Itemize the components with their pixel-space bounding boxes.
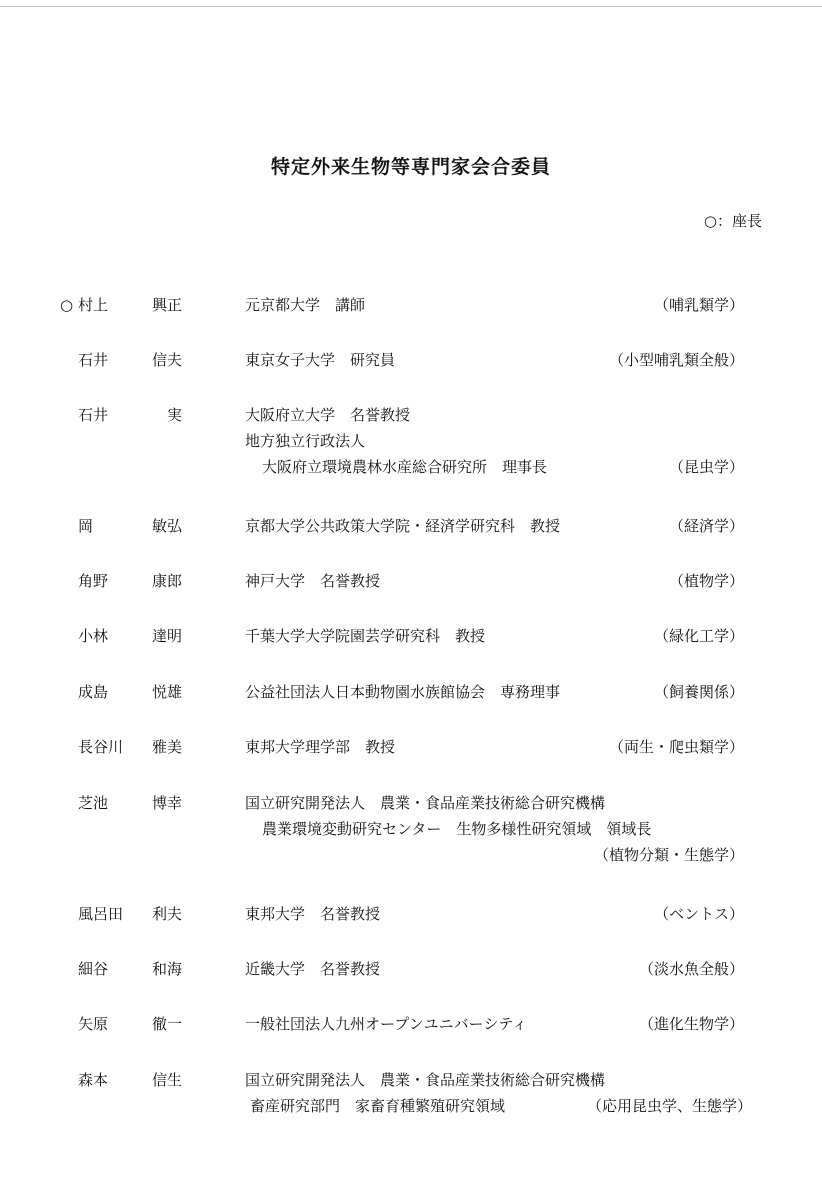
top-rule (0, 6, 822, 7)
member-given-name: 信生 (151, 1071, 182, 1089)
member-affiliation: 東邦大学 名誉教授 (245, 905, 381, 923)
member-entry (0, 1067, 822, 1119)
member-surname: 岡 (78, 517, 94, 535)
member-affiliation: 東邦大学理学部 教授 (245, 738, 396, 756)
member-surname: 成島 (78, 683, 109, 701)
member-entry (0, 734, 822, 760)
member-entry (0, 568, 822, 594)
member-affiliation: 農業環境変動研究センター 生物多様性研究領域 領域長 (262, 820, 652, 838)
member-surname: 村上 (78, 296, 109, 314)
member-entry (0, 901, 822, 927)
member-field: （小型哺乳類全般） (608, 351, 744, 369)
member-given-name: 徹一 (151, 1015, 182, 1033)
member-field: （植物分類・生態学） (593, 846, 744, 864)
member-line (0, 568, 822, 594)
member-field: （植物学） (668, 572, 744, 590)
member-entry (0, 347, 822, 373)
member-entry (0, 623, 822, 649)
member-line (0, 428, 822, 454)
member-affiliation: 国立研究開発法人 農業・食品産業技術総合研究機構 (245, 794, 606, 812)
member-given-name: 悦雄 (151, 683, 182, 701)
member-given-name: 雅美 (151, 738, 182, 756)
member-entry (0, 790, 822, 868)
member-given-name: 実 (166, 406, 182, 424)
member-affiliation: 公益社団法人日本動物園水族館協会 専務理事 (245, 683, 561, 701)
member-field: （応用昆虫学、生態学） (586, 1097, 752, 1115)
member-entry (0, 679, 822, 705)
member-line (0, 956, 822, 982)
member-given-name: 康郎 (151, 572, 182, 590)
member-line (0, 347, 822, 373)
chair-mark: ○ (60, 296, 74, 314)
member-line (0, 1093, 822, 1119)
document-title: 特定外来生物等専門家会合委員 (270, 156, 551, 178)
member-line (0, 623, 822, 649)
member-entry (0, 1011, 822, 1037)
member-surname: 芝池 (78, 794, 109, 812)
member-field: （淡水魚全般） (638, 960, 744, 978)
member-affiliation: 国立研究開発法人 農業・食品産業技術総合研究機構 (245, 1071, 606, 1089)
member-given-name: 信夫 (151, 351, 182, 369)
member-field: （昆虫学） (668, 458, 744, 476)
member-given-name: 博幸 (151, 794, 182, 812)
member-surname: 矢原 (78, 1015, 109, 1033)
member-field: （哺乳類学） (653, 296, 744, 314)
member-affiliation: 東京女子大学 研究員 (245, 351, 396, 369)
member-affiliation: 一般社団法人九州オープンユニバーシティ (245, 1015, 528, 1033)
member-surname: 細谷 (78, 960, 109, 978)
member-given-name: 達明 (151, 627, 182, 645)
member-surname: 石井 (78, 351, 109, 369)
member-field: （進化生物学） (638, 1015, 744, 1033)
member-surname: 風呂田 (78, 905, 124, 923)
member-given-name: 和海 (151, 960, 182, 978)
member-given-name: 敏弘 (151, 517, 182, 535)
member-field: （ベントス） (654, 905, 744, 923)
member-surname: 森本 (78, 1071, 109, 1089)
member-entry (0, 292, 822, 318)
member-given-name: 利夫 (151, 905, 182, 923)
member-affiliation: 地方独立行政法人 (245, 432, 366, 450)
member-affiliation: 大阪府立環境農林水産総合研究所 理事長 (262, 458, 548, 476)
member-entry (0, 513, 822, 539)
member-affiliation: 元京都大学 講師 (245, 296, 366, 314)
member-field: （飼養関係） (653, 683, 744, 701)
member-affiliation: 神戸大学 名誉教授 (245, 572, 381, 590)
member-line (0, 454, 822, 480)
member-surname: 小林 (78, 627, 109, 645)
member-line (0, 734, 822, 760)
member-affiliation: 畜産研究部門 家畜育種繁殖研究領域 (250, 1097, 506, 1115)
member-line (0, 1067, 822, 1093)
member-given-name: 興正 (151, 296, 182, 314)
member-line (0, 816, 822, 842)
member-affiliation: 大阪府立大学 名誉教授 (245, 406, 411, 424)
member-entry (0, 402, 822, 480)
member-line (0, 901, 822, 927)
member-affiliation: 近畿大学 名誉教授 (245, 960, 381, 978)
chair-legend: ○：座長 (703, 212, 762, 230)
member-affiliation: 京都大学公共政策大学院・経済学研究科 教授 (245, 517, 561, 535)
member-field: （経済学） (668, 517, 744, 535)
member-field: （両生・爬虫類学） (608, 738, 744, 756)
member-line (0, 1011, 822, 1037)
member-line (0, 842, 822, 868)
member-surname: 長谷川 (78, 738, 124, 756)
member-affiliation: 千葉大学大学院園芸学研究科 教授 (245, 627, 486, 645)
member-line (0, 679, 822, 705)
member-line (0, 513, 822, 539)
member-surname: 角野 (78, 572, 109, 590)
member-surname: 石井 (78, 406, 109, 424)
member-line (0, 402, 822, 428)
member-entry (0, 956, 822, 982)
member-line (0, 790, 822, 816)
member-field: （緑化工学） (653, 627, 744, 645)
member-line (0, 292, 822, 318)
